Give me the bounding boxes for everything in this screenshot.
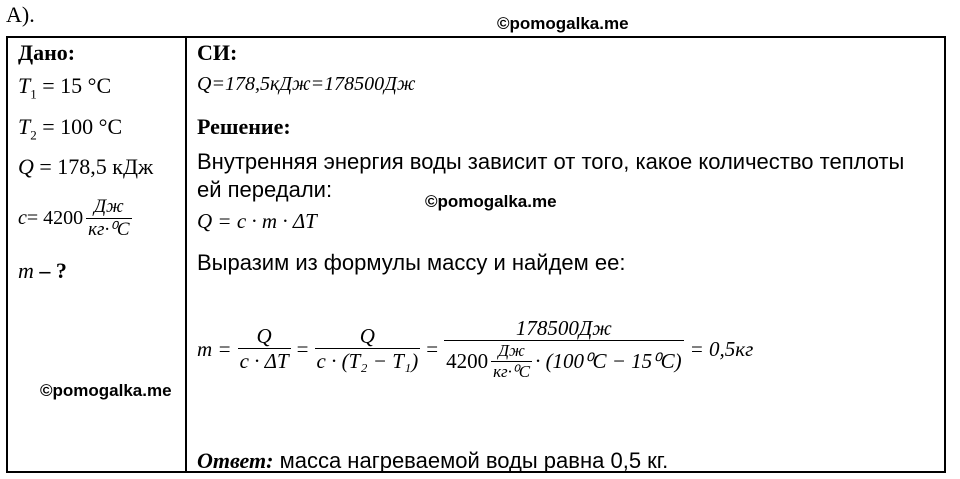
solution-text-2: ей передали:	[197, 177, 333, 202]
den-coef: 4200	[446, 349, 489, 374]
value: = 15 °C	[36, 73, 112, 98]
answer-label: Ответ:	[197, 448, 274, 473]
den-temp: · (100⁰C − 15⁰C)	[535, 349, 682, 374]
symbol: T	[18, 114, 31, 139]
denominator: c · (T₂ − T₁)	[316, 349, 419, 374]
equals-sign: =	[296, 336, 309, 361]
answer	[197, 448, 668, 474]
symbol: m	[18, 258, 34, 283]
unit-fraction	[491, 341, 532, 382]
given-t1	[18, 73, 111, 102]
value: = 4200	[26, 207, 84, 230]
column-divider	[185, 36, 187, 473]
watermark: ©pomogalka.me	[497, 14, 629, 33]
numerator: Q	[238, 324, 291, 349]
given-c	[18, 196, 132, 242]
symbol: T	[18, 73, 31, 98]
equals-sign: =	[426, 336, 439, 361]
watermark: ©pomogalka.me	[425, 192, 557, 211]
numerator: 178500Дж	[444, 316, 684, 341]
eq-lhs: m =	[197, 336, 232, 361]
header-label: А).	[6, 2, 35, 27]
given-q	[18, 154, 153, 180]
given-find	[18, 258, 67, 284]
value: = 100 °C	[36, 114, 123, 139]
solution-text-1: Внутренняя энергия воды зависит от того, какое количество теплоты	[197, 149, 905, 174]
watermark: ©pomogalka.me	[40, 381, 172, 400]
answer-text: масса нагреваемой воды равна 0,5 кг.	[273, 448, 669, 473]
unit-fraction	[86, 196, 131, 242]
denominator: c · ΔT	[239, 349, 289, 374]
solution-text-3: Выразим из формулы массу и найдем ее:	[197, 250, 626, 275]
fraction-2	[315, 324, 421, 374]
numerator: Q	[315, 324, 421, 349]
given-title: Дано:	[18, 40, 76, 65]
given-t2	[18, 114, 122, 143]
si-conversion: Q=178,5кДж=178500Дж	[197, 73, 416, 95]
symbol: Q	[18, 154, 34, 179]
subscript: 1	[30, 86, 37, 102]
subscript: 2	[30, 127, 37, 143]
value: = 178,5 кДж	[33, 154, 154, 179]
numerator: Дж	[86, 196, 131, 219]
formula-heat: Q = c · m · ΔT	[197, 209, 317, 233]
value: – ?	[33, 258, 67, 283]
si-title: СИ:	[197, 40, 238, 65]
denominator: кг·⁰C	[493, 361, 531, 381]
fraction-1	[238, 324, 291, 374]
eq-result: = 0,5кг	[689, 336, 754, 361]
solution-title: Решение:	[197, 114, 291, 139]
mass-equation	[197, 316, 753, 382]
denominator: кг·⁰C	[88, 218, 130, 240]
fraction-3	[444, 316, 684, 382]
numerator: Дж	[491, 341, 532, 362]
symbol: c	[18, 207, 27, 230]
denominator	[444, 341, 684, 382]
